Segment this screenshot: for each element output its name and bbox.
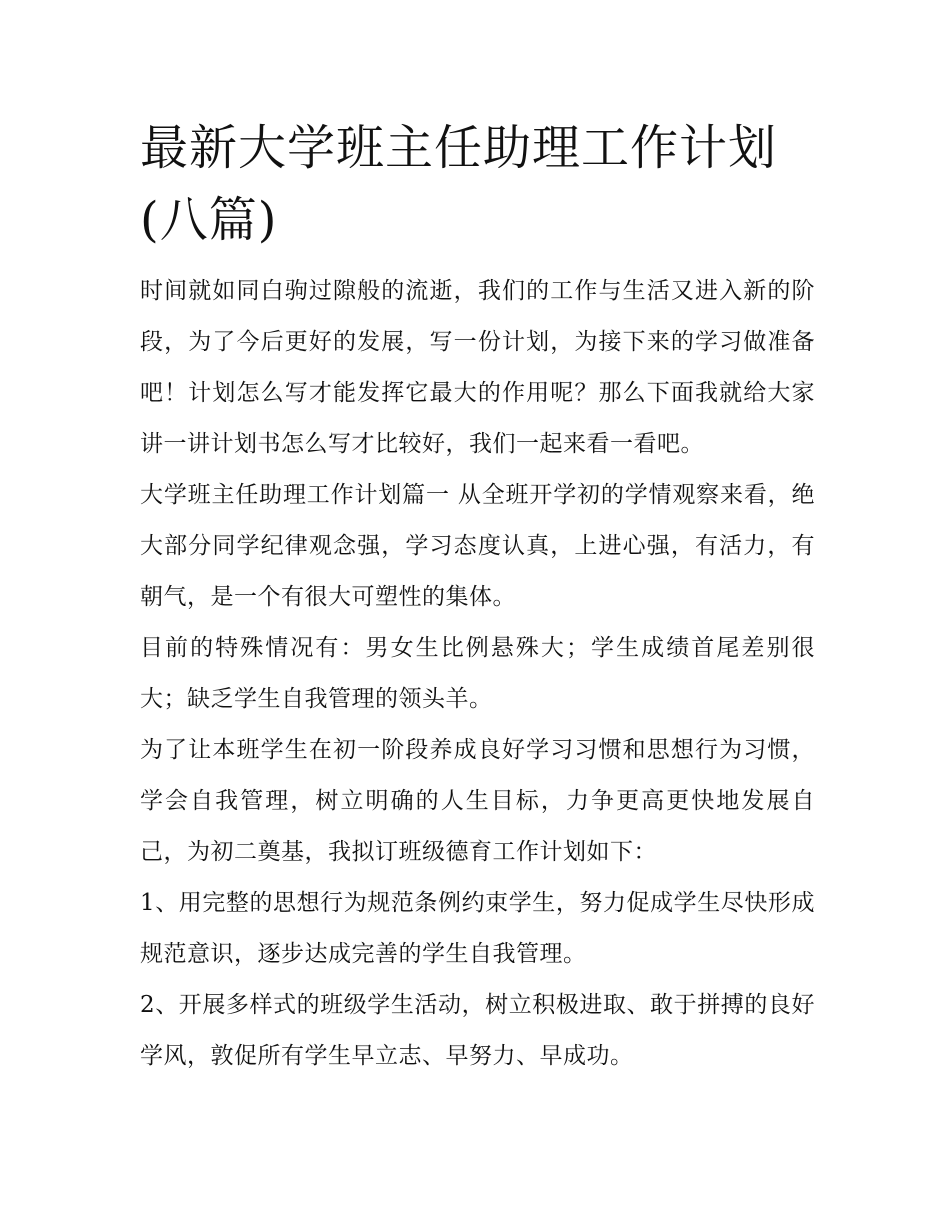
paragraph-item-1: 1、用完整的思想行为规范条例约束学生，努力促成学生尽快形成规范意识，逐步达成完善的学生自我管理。	[140, 890, 815, 967]
paragraph-situation: 目前的特殊情况有：男女生比例悬殊大；学生成绩首尾差别很大；缺乏学生自我管理的领头羊。	[140, 635, 815, 712]
paragraph-intro: 时间就如同白驹过隙般的流逝，我们的工作与生活又进入新的阶段，为了今后更好的发展，写一份计划，为接下来的学习做准备吧！计划怎么写才能发挥它最大的作用呢？那么下面我就给大家讲一讲计划书怎么写才比较好，我们一起来看一看吧。	[140, 278, 815, 457]
paragraph-item-2: 2、开展多样式的班级学生活动，树立积极进取、敢于拼搏的良好学风，敦促所有学生早立志、早努力、早成功。	[140, 992, 815, 1069]
paragraph-goals: 为了让本班学生在初一阶段养成良好学习习惯和思想行为习惯，学会自我管理，树立明确的人生目标，力争更高更快地发展自己，为初二奠基，我拟订班级德育工作计划如下：	[140, 737, 815, 865]
document-title: 最新大学班主任助理工作计划(八篇)	[140, 120, 778, 248]
paragraph-plan-one: 大学班主任助理工作计划篇一 从全班开学初的学情观察来看，绝大部分同学纪律观念强，学习态度认真，上进心强，有活力，有朝气，是一个有很大可塑性的集体。	[140, 482, 815, 610]
document-page	[140, 112, 815, 1082]
